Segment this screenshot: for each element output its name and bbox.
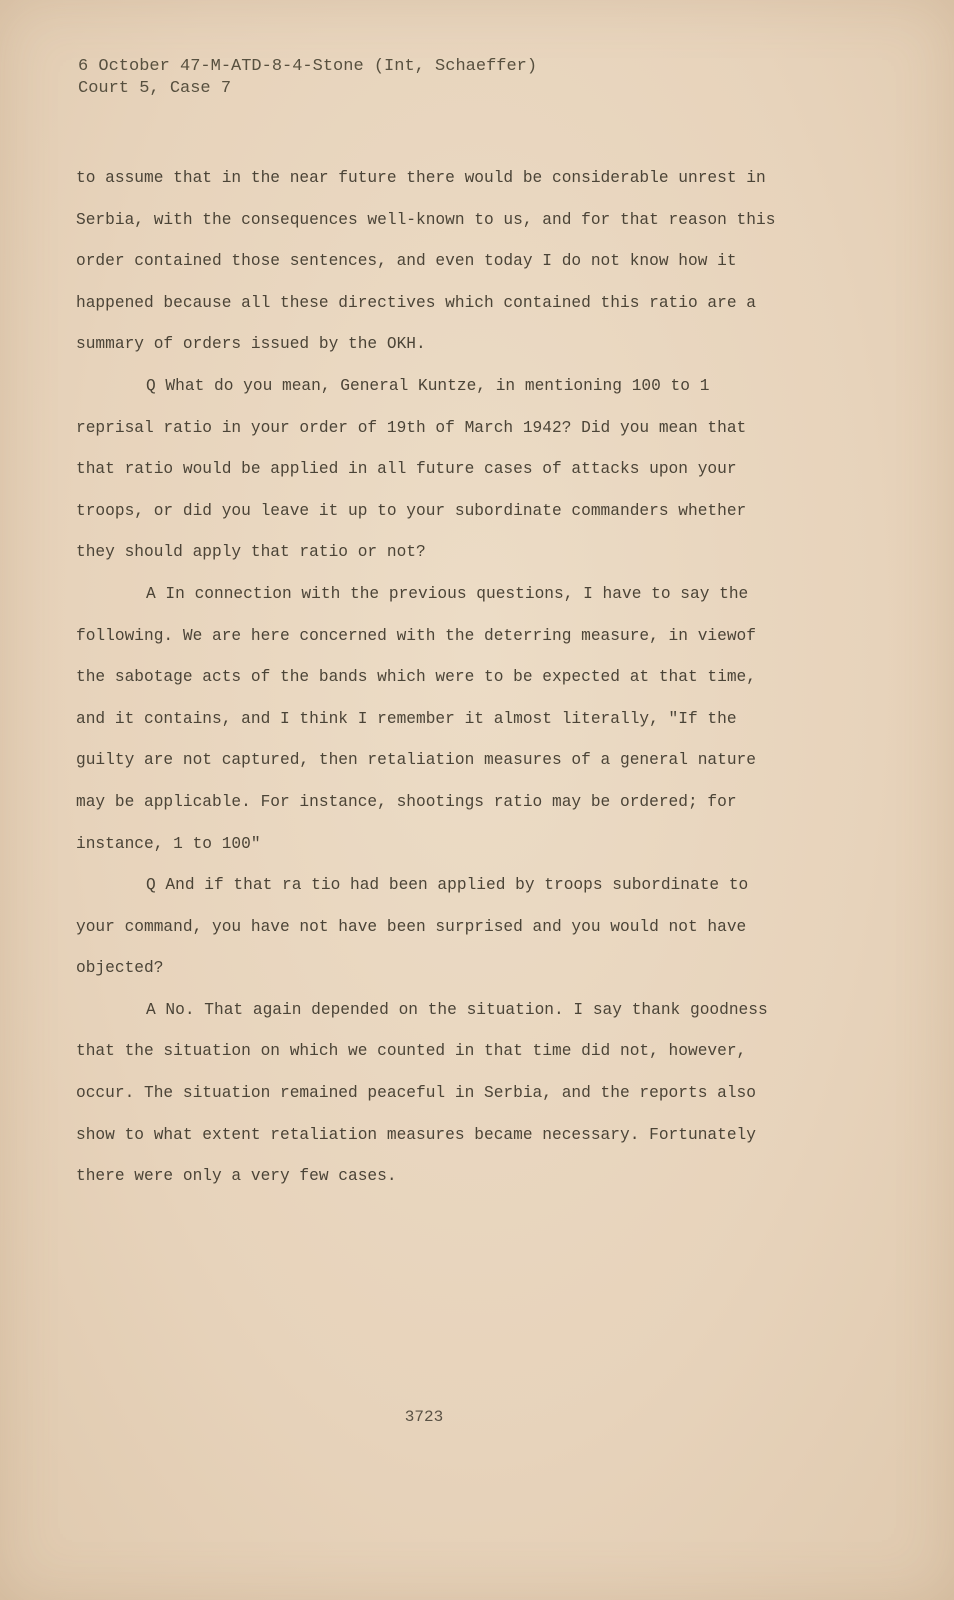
transcript-body (76, 158, 926, 1198)
text-line: there were only a very few cases. (76, 1167, 397, 1186)
text-line: troops, or did you leave it up to your subordinate commanders whether (76, 501, 747, 520)
page-number: 3723 (404, 1408, 444, 1426)
paragraph-answer (76, 574, 926, 865)
text-line: following. We are here concerned with the deterring measure, in viewof (76, 626, 756, 645)
text-line: to assume that in the near future there would be considerable unrest in (76, 169, 766, 187)
header-line-reference: 6 October 47-M-ATD-8-4-Stone (Int, Schaeffer) (78, 57, 538, 76)
text-line: Serbia, with the consequences well-known to us, and for that reason this (76, 210, 776, 229)
paragraph-answer-continued (76, 158, 926, 366)
text-line: the sabotage acts of the bands which were to be expected at that time, (76, 668, 756, 687)
text-line: that ratio would be applied in all future cases of attacks upon your (76, 460, 737, 479)
text-line: occur. The situation remained peaceful in Serbia, and the reports also (76, 1084, 756, 1103)
paragraph-answer (76, 990, 926, 1198)
text-line: objected? (76, 959, 164, 978)
text-line: instance, 1 to 100" (76, 834, 261, 853)
text-line: order contained those sentences, and even today I do not know how it (76, 252, 737, 271)
text-line: guilty are not captured, then retaliation measures of a general nature (76, 751, 756, 770)
paragraph-question (76, 865, 926, 990)
header-line-court: Court 5, Case 7 (78, 79, 232, 98)
text-line: and it contains, and I think I remember it almost literally, "If the (76, 709, 737, 728)
document-header (78, 56, 537, 100)
text-line: happened because all these directives which contained this ratio are a (76, 293, 756, 312)
paragraph-question (76, 366, 926, 574)
text-line: summary of orders issued by the OKH. (76, 335, 426, 354)
text-line: show to what extent retaliation measures became necessary. Fortunately (76, 1125, 756, 1144)
text-line: reprisal ratio in your order of 19th of March 1942? Did you mean that (76, 418, 747, 437)
text-line: may be applicable. For instance, shootings ratio may be ordered; for (76, 792, 737, 811)
text-line: they should apply that ratio or not? (76, 543, 426, 562)
text-line: Q And if that ra tio had been applied by troops subordinate to (146, 876, 749, 895)
text-line: A No. That again depended on the situation. I say thank goodness (146, 1000, 768, 1019)
text-line: your command, you have not have been surprised and you would not have (76, 917, 747, 936)
text-line: A In connection with the previous questions, I have to say the (146, 584, 749, 603)
text-line: that the situation on which we counted in that time did not, however, (76, 1042, 747, 1061)
text-line: Q What do you mean, General Kuntze, in mentioning 100 to 1 (146, 376, 710, 395)
